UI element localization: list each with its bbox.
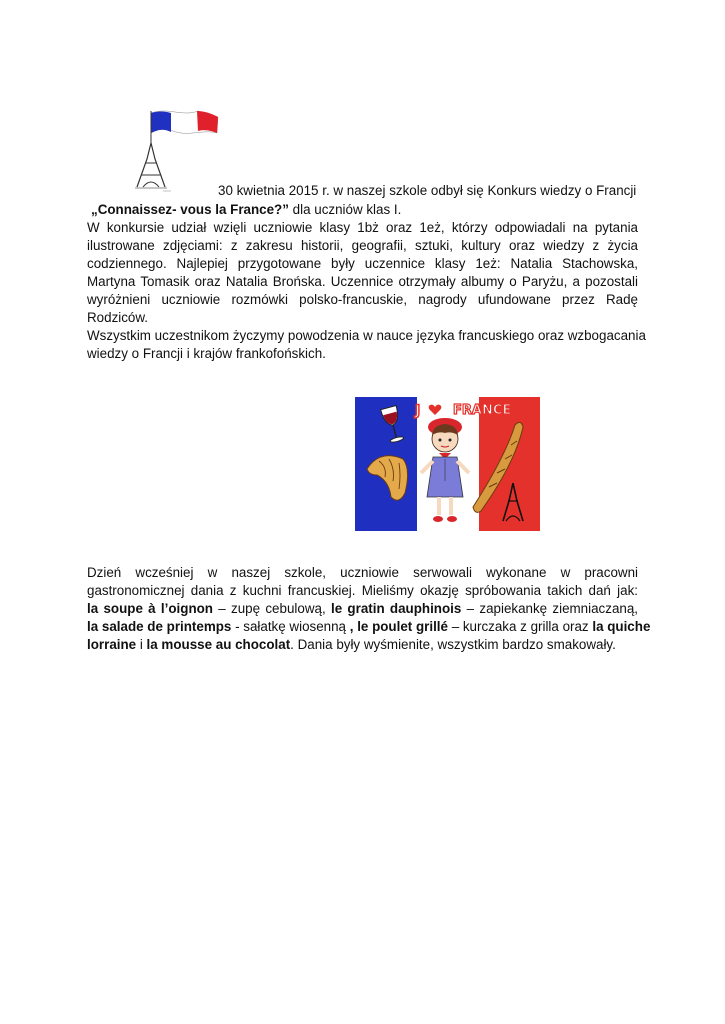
paragraph1-line: ilustrowane zdjęciami: z zakresu historii, geografii, sztuki, kultury oraz wiedzy z życia [87,238,638,253]
date-line: 30 kwietnia 2015 r. w naszej szkole odbył się Konkurs wiedzy o Francji [218,183,637,198]
i-love-france-poster [355,397,540,531]
dish-name: la mousse au chocolat [146,637,291,652]
paragraph1-line: codziennego. Najlepiej przygotowane były uczennice klasy 1eż: Natalia Stachowska, [87,256,638,271]
contest-audience: dla uczniów klas I. [288,202,402,217]
poster-j-text: J [415,403,421,419]
paragraph3-dishes-line: la soupe à l’oignon – zupę cebulową, le gratin dauphinois – zapiekankę ziemniaczaną, [87,601,639,616]
dish-name: le poulet grillé [357,619,448,634]
paragraph1-line: wyróżnieni uczniowie rozmówki polsko-francuskie, nagrody ufundowane przez Radę [87,292,638,307]
paragraph2-line: wiedzy o Francji i krajów frankofońskich. [87,346,326,361]
paragraph3-dishes-line: la salade de printemps - sałatkę wiosenną , le poulet grillé – kurczaka z grilla oraz la quiche [87,619,651,634]
paragraph2-line: Wszystkim uczestnikom życzymy powodzenia w nauce języka francuskiego oraz wzbogacania [87,328,646,343]
dish-name: la soupe à l’oignon [87,601,213,616]
paragraph1-last-line: Rodziców. [87,310,149,325]
paragraph1-line: Martyna Tomasik oraz Natalia Brońska. Uczennice otrzymały albumy o Paryżu, a pozostali [87,274,638,289]
paragraph3-line: Dzień wcześniej w naszej szkole, uczniowie serwowali wykonane w pracowni [87,565,638,580]
dish-name: lorraine [87,637,137,652]
contest-title: „Connaissez- vous la France?” [91,202,289,217]
dish-name: le gratin dauphinois [330,601,462,616]
paragraph3-dishes-line: lorraine i la mousse au chocolat. Dania były wyśmienite, wszystkim bardzo smakowały. [87,637,616,652]
dish-name: la salade de printemps [87,619,232,634]
dish-name: la quiche [592,619,651,634]
poster-france-text: FRANCE [453,403,512,418]
contest-title-line [91,201,401,219]
paragraph3-line: gastronomicznej dania z kuchni francuskiej. Mieliśmy okazję spróbowania takich dań jak: [87,583,638,598]
eiffel-tower-flag-image [133,103,223,193]
paragraph1-line: W konkursie udział wzięli uczniowie klasy 1bż oraz 1eż, którzy odpowiadali na pytania [87,220,638,235]
